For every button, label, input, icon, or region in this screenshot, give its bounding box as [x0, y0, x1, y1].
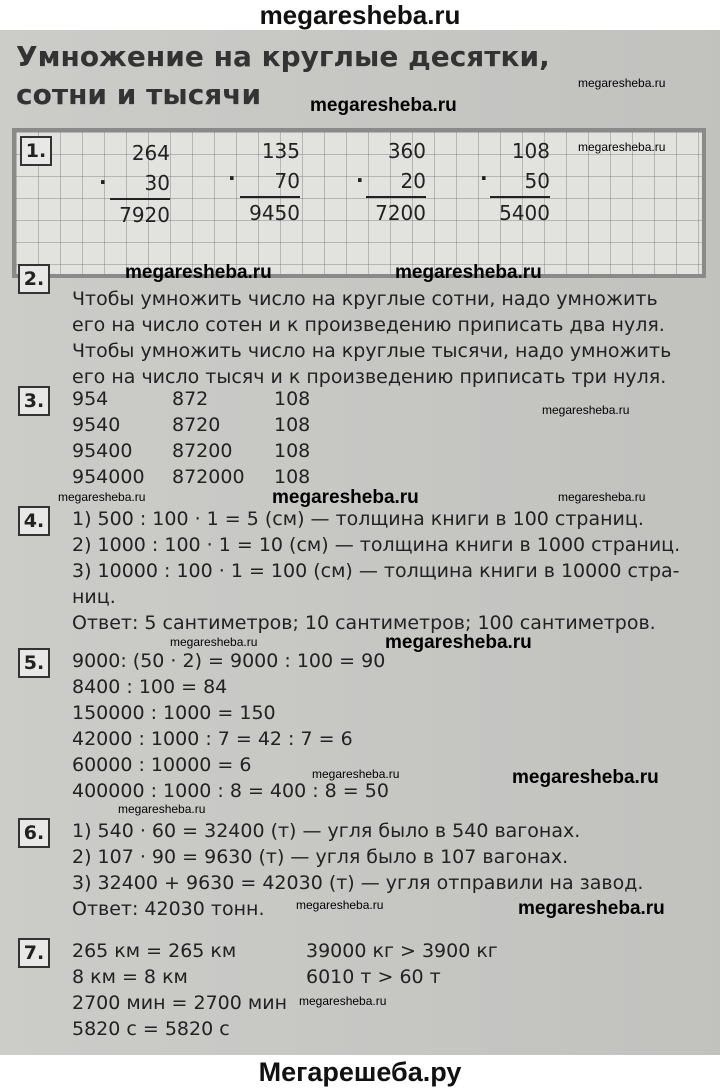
factor-a: 360 — [387, 139, 426, 163]
task-5-line: 400000 : 1000 : 8 = 400 : 8 = 50 — [72, 780, 389, 802]
multiply-dot: · — [356, 168, 364, 192]
task-6-line: 2) 107 · 90 = 9630 (т) — угля было в 107 вагонах. — [72, 846, 569, 868]
task-3-cell: 108 — [274, 388, 311, 410]
multiply-dot: · — [480, 166, 488, 190]
task-4-line: 2) 1000 : 100 · 1 = 10 (см) — толщина книги в 1000 страниц. — [72, 534, 681, 556]
task-6-line: 1) 540 · 60 = 32400 (т) — угля было в 540 вагонах. — [72, 820, 581, 842]
task-2-line: Чтобы умножить число на круглые тысячи, надо умножить — [72, 340, 672, 362]
product: 7200 — [375, 201, 426, 225]
task-3-cell: 87200 — [172, 440, 233, 462]
watermark: megaresheba.ru — [578, 76, 666, 90]
factor-b: 70 — [274, 169, 300, 193]
factor-b: 30 — [144, 171, 170, 195]
task-3-cell: 872 — [172, 388, 209, 410]
task-3-cell: 108 — [274, 414, 311, 436]
task-2-line: Чтобы умножить число на круглые сотни, надо умножить — [72, 288, 658, 310]
task-3-cell: 872000 — [172, 466, 245, 488]
task-3-number: 3. — [18, 386, 50, 416]
task-3-cell: 8720 — [172, 414, 221, 436]
watermark: megaresheba.ru — [518, 898, 665, 919]
multiplication-4 — [490, 138, 550, 228]
task-5-line: 9000: (50 · 2) = 9000 : 100 = 90 — [72, 650, 386, 672]
result-line — [490, 196, 550, 198]
watermark: megaresheba.ru — [385, 632, 532, 653]
watermark: megaresheba.ru — [170, 635, 258, 649]
task-7-left: 265 км = 265 км — [72, 940, 237, 962]
watermark: megaresheba.ru — [578, 140, 666, 154]
task-3-cell: 9540 — [72, 414, 121, 436]
multiplication-3 — [366, 138, 426, 228]
factor-b: 20 — [400, 169, 426, 193]
task-5-line: 8400 : 100 = 84 — [72, 676, 228, 698]
multiply-dot: · — [99, 170, 107, 194]
task-3-cell: 108 — [274, 440, 311, 462]
factor-a: 135 — [261, 139, 300, 163]
product: 9450 — [249, 201, 300, 225]
task-6-number: 6. — [18, 818, 50, 848]
task-2-line: его на число сотен и к произведению приписать два нуля. — [72, 314, 665, 336]
watermark: megaresheba.ru — [296, 898, 384, 912]
task-3-cell: 954 — [72, 388, 109, 410]
watermark: megaresheba.ru — [118, 802, 206, 816]
multiplication-2 — [240, 138, 300, 228]
task-3-cell: 95400 — [72, 440, 133, 462]
task-3-cell: 954000 — [72, 466, 145, 488]
task-7-number: 7. — [18, 938, 50, 968]
task-2-number: 2. — [18, 264, 50, 294]
task-7-left: 5820 с = 5820 с — [72, 1018, 230, 1040]
watermark: megaresheba.ru — [125, 262, 272, 283]
task-5-line: 150000 : 1000 = 150 — [72, 702, 276, 724]
factor-b: 50 — [524, 169, 550, 193]
factor-a: 264 — [131, 141, 170, 165]
page-title — [16, 38, 550, 114]
task-7-right: 6010 т > 60 т — [306, 966, 441, 988]
task-6-line: 3) 32400 + 9630 = 42030 (т) — угля отправили на завод. — [72, 872, 644, 894]
result-line — [240, 196, 300, 198]
task-4-line: 3) 10000 : 100 · 1 = 100 (см) — толщина книги в 10000 стра- — [72, 560, 680, 582]
result-line — [366, 196, 426, 198]
task-5-line: 60000 : 10000 = 6 — [72, 754, 252, 776]
factor-a: 108 — [511, 139, 550, 163]
watermark: megaresheba.ru — [310, 95, 457, 116]
watermark: megaresheba.ru — [272, 487, 419, 508]
task-7-left: 8 км = 8 км — [72, 966, 188, 988]
task-6-answer: Ответ: 42030 тонн. — [72, 898, 265, 920]
task-5-line: 42000 : 1000 : 7 = 42 : 7 = 6 — [72, 728, 353, 750]
task-7-right: 39000 кг > 3900 кг — [306, 940, 498, 962]
task-4-answer: Ответ: 5 сантиметров; 10 сантиметров; 100 сантиметров. — [72, 612, 656, 634]
multiply-dot: · — [228, 166, 236, 190]
textbook-page — [0, 30, 720, 1055]
title-line-1: Умножение на круглые десятки, — [16, 40, 550, 73]
multiplication-1 — [110, 140, 170, 230]
task-2-line: его на число тысяч и к произведению приписать три нуля. — [72, 366, 667, 388]
watermark: megaresheba.ru — [299, 994, 387, 1008]
site-footer: Мегарешеба.ру — [0, 1055, 720, 1090]
task-4-line: ниц. — [72, 586, 116, 608]
task-4-line: 1) 500 : 100 · 1 = 5 (см) — толщина книги в 100 страниц. — [72, 508, 644, 530]
watermark: megaresheba.ru — [542, 403, 630, 417]
product: 7920 — [119, 203, 170, 227]
watermark: megaresheba.ru — [58, 490, 146, 504]
result-line — [110, 198, 170, 200]
title-line-2: сотни и тысячи — [16, 78, 262, 111]
watermark: megaresheba.ru — [395, 262, 542, 283]
product: 5400 — [499, 201, 550, 225]
site-header: megaresheba.ru — [0, 0, 720, 30]
watermark: megaresheba.ru — [558, 490, 646, 504]
task-3-cell: 108 — [274, 466, 311, 488]
watermark: megaresheba.ru — [312, 767, 400, 781]
watermark: megaresheba.ru — [512, 767, 659, 788]
task-4-number: 4. — [18, 506, 50, 536]
task-1-number: 1. — [20, 136, 52, 166]
task-5-number: 5. — [18, 648, 50, 678]
task-7-left: 2700 мин = 2700 мин — [72, 992, 287, 1014]
